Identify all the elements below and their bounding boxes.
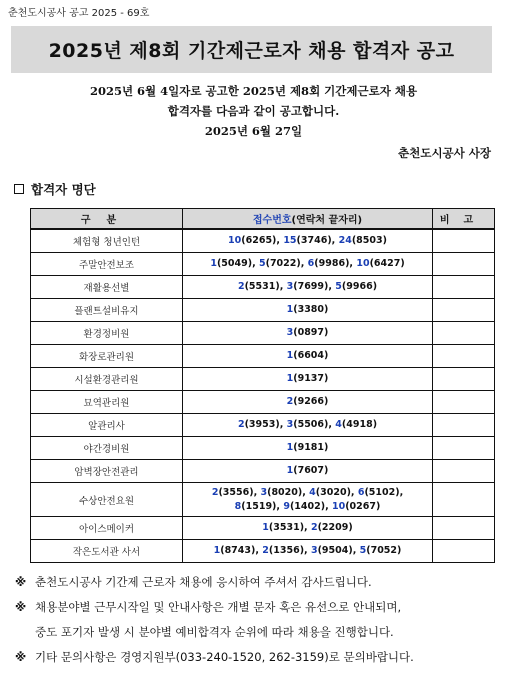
remarks-cell — [433, 322, 495, 345]
table-row — [31, 229, 495, 253]
division-cell: 플랜트설비유지 — [31, 299, 183, 322]
division-cell: 암벽장안전관리 — [31, 460, 183, 483]
table-row — [31, 253, 495, 276]
applicant-number: 3 — [260, 486, 268, 498]
applicant-number: 1 — [286, 465, 294, 476]
reference-mark: ※ — [15, 650, 27, 664]
applicant-number: 9 — [283, 500, 290, 512]
applicant-number: 2 — [286, 396, 294, 407]
applicant-numbers-cell — [183, 540, 433, 563]
table-row — [31, 483, 495, 517]
phone-suffix: (2209) — [317, 522, 353, 533]
applicant-number: 5 — [258, 258, 266, 269]
applicant-numbers-cell — [183, 229, 433, 253]
applicant-number: 5 — [335, 281, 342, 292]
phone-suffix: (1356) — [268, 545, 305, 556]
phone-suffix: (0897) — [293, 327, 329, 338]
applicant-number: 5 — [359, 545, 367, 556]
notes — [15, 570, 414, 670]
table-row — [31, 276, 495, 299]
signer: 춘천도시공사 사장 — [398, 146, 491, 160]
successful-applicants-table — [30, 208, 495, 563]
separator: , — [253, 486, 261, 498]
separator: , — [352, 545, 360, 556]
phone-suffix: (5531) — [244, 281, 280, 292]
note-2 — [15, 595, 414, 620]
applicant-numbers-cell — [183, 276, 433, 299]
applicant-number: 2 — [237, 281, 245, 292]
applicant-numbers-cell — [183, 483, 433, 517]
remarks-cell — [433, 368, 495, 391]
remarks-cell — [433, 299, 495, 322]
table-row — [31, 517, 495, 540]
phone-suffix: (5506) — [293, 419, 329, 430]
phone-suffix: (9266) — [293, 396, 329, 407]
division-cell: 아이스메이커 — [31, 517, 183, 540]
intro-line-1: 2025년 6월 4일자로 공고한 2025년 제8회 기간제근로자 채용 — [89, 84, 418, 98]
remarks-cell — [433, 229, 495, 253]
table-row — [31, 437, 495, 460]
remarks-cell — [433, 437, 495, 460]
remarks-cell — [433, 391, 495, 414]
applicant-number: 2 — [310, 522, 318, 533]
division-cell: 묘역관리원 — [31, 391, 183, 414]
applicant-number: 1 — [286, 350, 294, 361]
table-header-row — [31, 209, 495, 230]
remarks-cell — [433, 345, 495, 368]
separator: , — [304, 522, 311, 533]
table-row — [31, 368, 495, 391]
phone-suffix: (7607) — [293, 465, 329, 476]
applicant-number: 15 — [283, 235, 297, 246]
table-row — [31, 391, 495, 414]
header-division: 구분 — [31, 209, 183, 230]
phone-suffix: (8020) — [267, 486, 303, 498]
remarks-cell — [433, 483, 495, 517]
applicant-numbers-cell — [183, 391, 433, 414]
phone-suffix: (6265) — [241, 235, 277, 246]
note-2-continuation — [15, 620, 414, 645]
phone-suffix: (9986) — [314, 258, 350, 269]
division-cell: 주말안전보조 — [31, 253, 183, 276]
note-3 — [15, 645, 414, 670]
separator: , — [255, 545, 263, 556]
applicant-number: 2 — [211, 486, 219, 498]
applicant-number: 3 — [286, 419, 294, 430]
separator: , — [300, 258, 308, 269]
table-row — [31, 345, 495, 368]
applicant-number: 1 — [262, 522, 269, 533]
note-2-text-line-1: 채용분야별 근무시작일 및 안내사항은 개별 문자 혹은 유선으로 안내되며, — [35, 600, 402, 614]
separator: , — [328, 419, 336, 430]
applicant-number: 2 — [237, 419, 245, 430]
applicant-number: 1 — [286, 442, 294, 453]
remarks-cell — [433, 540, 495, 563]
separator: , — [276, 235, 284, 246]
note-2-text-line-2: 중도 포기자 발생 시 분야별 예비합격자 순위에 따라 채용을 진행합니다. — [35, 625, 394, 639]
phone-suffix: (9504) — [317, 545, 353, 556]
phone-suffix: (1402) — [289, 500, 326, 512]
phone-suffix: (5102) — [364, 486, 400, 498]
division-cell: 수상안전요원 — [31, 483, 183, 517]
applicant-numbers-cell — [183, 253, 433, 276]
square-bullet-icon — [14, 184, 24, 194]
applicant-number: 8 — [234, 500, 242, 512]
table-body — [31, 229, 495, 563]
separator: , — [302, 486, 310, 498]
page-title: 2025년 제8회 기간제근로자 채용 합격자 공고 — [48, 40, 455, 62]
applicant-numbers-cell — [183, 345, 433, 368]
applicant-number: 1 — [213, 545, 221, 556]
division-cell: 화장로관리원 — [31, 345, 183, 368]
phone-suffix: (0267) — [345, 500, 381, 512]
phone-suffix: (9137) — [293, 373, 329, 384]
header-applicant-suffix: (연락처 끝자리) — [291, 215, 363, 226]
applicant-numbers-cell — [183, 299, 433, 322]
intro-paragraph — [0, 81, 507, 141]
table-row — [31, 322, 495, 345]
applicant-number: 3 — [286, 281, 294, 292]
header-remarks: 비고 — [433, 209, 495, 230]
phone-suffix: (6427) — [369, 258, 405, 269]
section-heading — [14, 180, 96, 198]
separator: , — [304, 545, 311, 556]
phone-suffix: (5049) — [216, 258, 253, 269]
applicant-number: 10 — [331, 500, 346, 512]
phone-suffix: (9181) — [293, 442, 329, 453]
phone-suffix: (7022) — [265, 258, 301, 269]
phone-suffix: (3380) — [293, 304, 329, 315]
applicant-number: 10 — [228, 235, 242, 246]
division-cell: 작은도서관 사서 — [31, 540, 183, 563]
phone-suffix: (8743) — [220, 545, 256, 556]
division-cell: 야간경비원 — [31, 437, 183, 460]
header-applicant-number — [183, 209, 433, 230]
applicant-numbers-cell — [183, 414, 433, 437]
remarks-cell — [433, 517, 495, 540]
division-cell: 체험형 청년인턴 — [31, 229, 183, 253]
separator: , — [399, 486, 404, 498]
table-row — [31, 460, 495, 483]
reference-mark: ※ — [15, 575, 27, 589]
note-3-text: 기타 문의사항은 경영지원부(033-240-1520, 262-3159)로 문의바랍니다. — [35, 650, 414, 664]
applicant-number: 6 — [357, 486, 365, 498]
separator: , — [279, 419, 287, 430]
table-row — [31, 414, 495, 437]
applicant-number: 1 — [286, 373, 294, 384]
separator: , — [325, 500, 332, 512]
phone-suffix: (1519) — [241, 500, 277, 512]
phone-suffix: (3531) — [268, 522, 305, 533]
separator: , — [331, 235, 339, 246]
applicant-number: 24 — [338, 235, 352, 246]
intro-line-2: 합격자를 다음과 같이 공고합니다. — [167, 104, 340, 118]
applicant-number: 1 — [286, 304, 294, 315]
remarks-cell — [433, 414, 495, 437]
applicant-number: 6 — [307, 258, 315, 269]
separator: , — [350, 486, 358, 498]
separator: , — [328, 281, 336, 292]
reference-mark: ※ — [15, 600, 27, 614]
title-banner — [11, 26, 492, 73]
separator: , — [276, 500, 284, 512]
applicant-number: 3 — [310, 545, 318, 556]
phone-suffix: (7699) — [293, 281, 329, 292]
phone-suffix: (8503) — [351, 235, 387, 246]
applicant-numbers-cell — [183, 322, 433, 345]
applicant-numbers-cell — [183, 437, 433, 460]
phone-suffix: (3953) — [244, 419, 280, 430]
applicant-number: 3 — [286, 327, 294, 338]
applicant-number: 4 — [309, 486, 316, 498]
table-row — [31, 299, 495, 322]
applicant-number: 2 — [262, 545, 269, 556]
table-row — [31, 540, 495, 563]
phone-suffix: (7052) — [366, 545, 402, 556]
division-cell: 알관리사 — [31, 414, 183, 437]
division-cell: 환경정비원 — [31, 322, 183, 345]
phone-suffix: (4918) — [341, 419, 378, 430]
section-heading-label: 합격자 명단 — [31, 182, 96, 197]
remarks-cell — [433, 276, 495, 299]
applicant-number: 4 — [335, 419, 342, 430]
phone-suffix: (9966) — [341, 281, 378, 292]
division-cell: 시설환경관리원 — [31, 368, 183, 391]
note-1-text: 춘천도시공사 기간제 근로자 채용에 응시하여 주셔서 감사드립니다. — [35, 575, 372, 589]
separator: , — [279, 281, 287, 292]
remarks-cell — [433, 460, 495, 483]
document-number: 춘천도시공사 공고 2025 - 69호 — [8, 8, 150, 19]
remarks-cell — [433, 253, 495, 276]
phone-suffix: (6604) — [293, 350, 329, 361]
note-1 — [15, 570, 414, 595]
applicant-numbers-cell — [183, 517, 433, 540]
header-applicant-prefix: 접수번호 — [252, 215, 292, 226]
phone-suffix: (3556) — [218, 486, 254, 498]
applicant-numbers-cell — [183, 368, 433, 391]
applicant-number: 10 — [356, 258, 370, 269]
announcement-date: 2025년 6월 27일 — [204, 124, 303, 138]
applicant-numbers-cell — [183, 460, 433, 483]
phone-suffix: (3746) — [296, 235, 332, 246]
separator: , — [349, 258, 357, 269]
separator: , — [252, 258, 259, 269]
phone-suffix: (3020) — [315, 486, 351, 498]
applicant-number: 1 — [210, 258, 217, 269]
division-cell: 재활용선별 — [31, 276, 183, 299]
